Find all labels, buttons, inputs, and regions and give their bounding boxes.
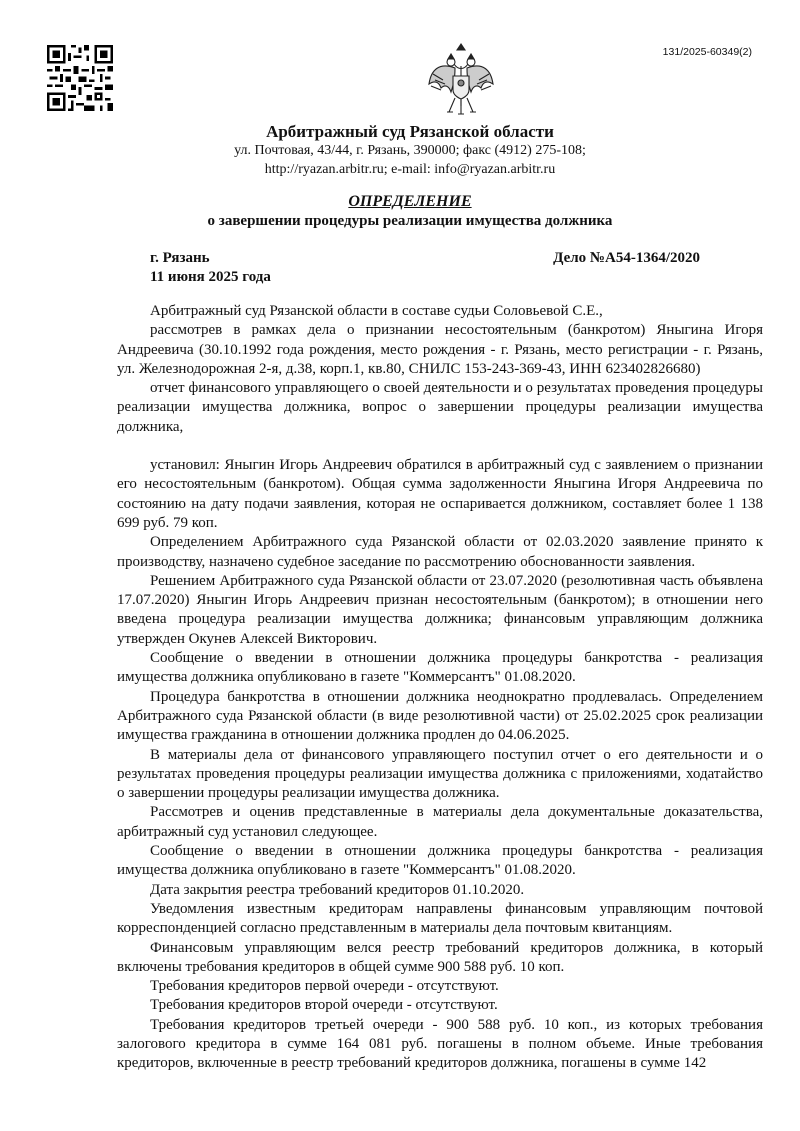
case-number: Дело №А54-1364/2020: [553, 250, 700, 266]
paragraph: Финансовым управляющим велся реестр требований кредиторов должника, в который включены требования кредиторов в общей сумме 900 588 руб. 10 коп.: [117, 939, 763, 975]
document-type: ОПРЕДЕЛЕНИЕ: [348, 193, 472, 210]
paragraph: Сообщение о введении в отношении должника процедуры банкротства - реализация имущества должника опубликовано в газете "Коммерсантъ" 01.08.2020.: [117, 650, 763, 686]
paragraph: Дата закрытия реестра требований кредиторов 01.10.2020.: [150, 881, 525, 898]
paragraph: Сообщение о введении в отношении должника процедуры банкротства - реализация имущества должника опубликовано в газете "Коммерсантъ" 01.08.2020.: [117, 843, 763, 879]
paragraph: Требования кредиторов третьей очереди - 900 588 руб. 10 коп., из которых требования залогового кредитора в сумме 164 081 руб. погашены в полном объеме. Иные требования кредиторов, включенные в реестр требований кредиторов должника, погашены в сумме 142: [117, 1016, 763, 1072]
paragraph: Процедура банкротства в отношении должника неоднократно продлевалась. Определением Арбитражного суда Рязанской области (в виде резолютивной части) от 25.02.2025 срок реализации имущества гражданина в отношении должника продлен до 04.06.2025.: [117, 688, 763, 744]
paragraph: Требования кредиторов второй очереди - отсутствуют.: [150, 997, 498, 1014]
document-code: 131/2025-60349(2): [662, 46, 752, 58]
document-city: г. Рязань: [150, 250, 210, 266]
paragraph: Арбитражный суд Рязанской области в составе судьи Соловьевой С.Е.,: [150, 303, 603, 319]
paragraph: Рассмотрев и оценив представленные в материалы дела документальные доказательства, арбитражный суд установил следующее.: [117, 804, 763, 840]
document-body: [117, 302, 763, 1074]
paragraph: Требования кредиторов первой очереди - отсутствуют.: [150, 978, 499, 995]
court-address: ул. Почтовая, 43/44, г. Рязань, 390000; факс (4912) 275-108;: [234, 143, 586, 158]
document-subject: о завершении процедуры реализации имущества должника: [207, 213, 613, 229]
document-date: 11 июня 2025 года: [150, 269, 271, 285]
paragraph: рассмотрев в рамках дела о признании несостоятельным (банкротом) Яныгина Игоря Андреевича (30.10.1992 года рождения, место рождения - г. Рязань, место регистрации - г. Рязань, ул. Железнодорожная 2-я, д.38, корп.1, кв.80, СНИЛС 153-243-369-43, ИНН 623402826680): [117, 322, 763, 377]
qr-code-icon: [47, 45, 113, 111]
paragraph: Решением Арбитражного суда Рязанской области от 23.07.2020 (резолютивная часть объявлена 17.07.2020) Яныгин Игорь Андреевич признан несостоятельным (банкротом); в отношении него введена процедура реализации имущества должника; финансовым управляющим должника утвержден Окунев Алексей Викторович.: [117, 572, 763, 647]
paragraph: В материалы дела от финансового управляющего поступил отчет о его деятельности и о результатах проведения процедуры реализации имущества должника с приложениями, ходатайство о завершении процедуры реализации имущества должника.: [117, 746, 763, 802]
spacer: [117, 437, 763, 456]
court-name: Арбитражный суд Рязанской области: [266, 122, 554, 141]
court-contacts: http://ryazan.arbitr.ru; e-mail: info@ryazan.arbitr.ru: [264, 162, 556, 177]
paragraph: Определением Арбитражного суда Рязанской области от 02.03.2020 заявление принято к производству, назначено судебное заседание по рассмотрению обоснованности заявления.: [117, 534, 763, 570]
paragraph: отчет финансового управляющего о своей деятельности и о результатах проведения процедуры реализации имущества должника, вопрос о завершении процедуры реализации имущества должника,: [117, 380, 763, 435]
paragraph: установил: Яныгин Игорь Андреевич обратился в арбитражный суд с заявлением о признании его несостоятельным (банкротом). Общая сумма задолженности Яныгина Игоря Андреевича по состоянию на дату подачи заявления, которая не оспаривается должником, составляет более 1 138 699 руб. 79 коп.: [117, 457, 763, 531]
coat-of-arms-icon: [425, 40, 497, 118]
paragraph: Уведомления известным кредиторам направлены финансовым управляющим почтовой корреспонденцией согласно представленным в материалы дела почтовым квитанциям.: [117, 900, 763, 937]
